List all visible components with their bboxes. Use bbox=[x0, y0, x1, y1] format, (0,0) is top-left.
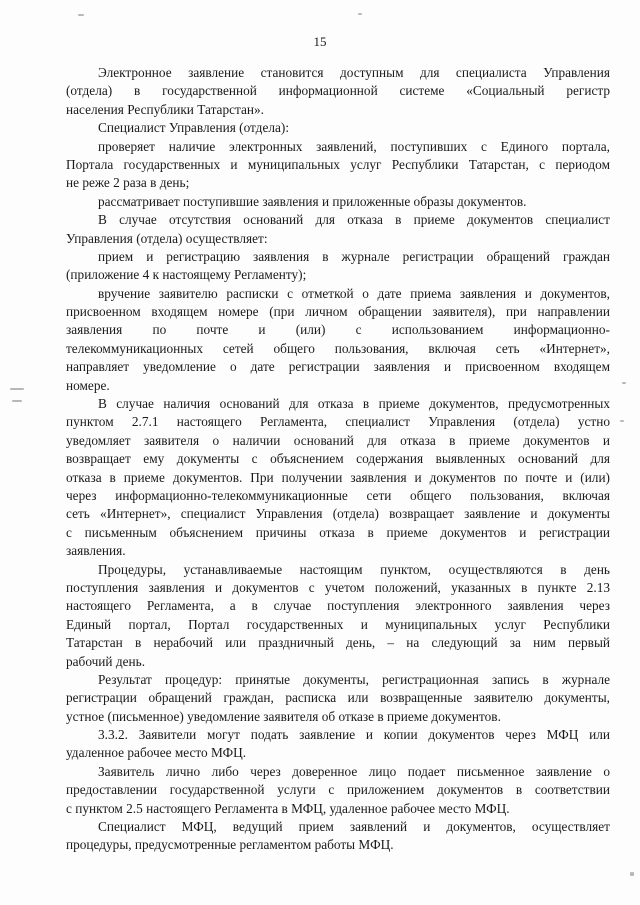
scan-artifact bbox=[10, 388, 24, 390]
text-line: рабочий день. bbox=[66, 653, 146, 669]
text-line: регистрации обращений граждан, расписка или возвращенные заявителю документы, bbox=[66, 690, 610, 706]
text-line: Специалист Управления (отдела): bbox=[98, 120, 290, 136]
text-line: проверяет наличие электронных заявлений, поступивших с Единого портала, bbox=[98, 138, 610, 154]
text-line: возвращает ему документы с объяснением содержания выявленных оснований для bbox=[66, 451, 610, 467]
page-number: 15 bbox=[313, 34, 327, 49]
text-line: настоящего Регламента, а в случае поступления электронного заявления через bbox=[66, 598, 610, 614]
scan-artifact bbox=[630, 872, 634, 876]
text-line: населения Республики Татарстан». bbox=[66, 101, 264, 117]
text-line: отказа в приеме документов. При получении заявления и документов по почте и (или) bbox=[66, 469, 610, 485]
paragraph bbox=[66, 395, 610, 561]
text-line: Электронное заявление становится доступным для специалиста Управления bbox=[98, 65, 610, 80]
text-line: через информационно-телекоммуникационные сети общего пользования, включая bbox=[66, 487, 610, 503]
text-line: направляет уведомление о дате регистрации заявления и присвоенном входящем bbox=[66, 359, 610, 375]
text-line: с письменным объяснением причины отказа в приеме документов и регистрации bbox=[66, 524, 610, 540]
paragraph bbox=[66, 561, 610, 671]
paragraph bbox=[66, 726, 610, 763]
text-line: заявления. bbox=[66, 543, 126, 559]
text-line: (отдела) в государственной информационной системе «Социальный регистр bbox=[66, 83, 610, 99]
text-line: сеть «Интернет», специалист Управления (отдела) возвращает заявление и документы bbox=[66, 506, 610, 522]
text-line: вручение заявителю расписки с отметкой о дате приема заявления и документов, bbox=[98, 285, 610, 301]
text-line: 3.3.2. Заявители могут подать заявление и копии документов через МФЦ или bbox=[98, 727, 610, 743]
scan-artifact bbox=[358, 13, 362, 15]
paragraph bbox=[66, 818, 610, 855]
paragraph bbox=[66, 138, 610, 193]
text-line: предоставлении государственной услуги с приложением документов в соответствии bbox=[66, 782, 610, 798]
text-line: В случае отсутствия оснований для отказа в приеме документов специалист bbox=[98, 212, 610, 228]
text-line: не реже 2 раза в день; bbox=[66, 175, 190, 191]
scan-artifact bbox=[78, 14, 84, 16]
paragraph bbox=[66, 64, 610, 119]
text-line: номере. bbox=[66, 377, 110, 393]
text-line: Заявитель лично либо через доверенное лицо подает письменное заявление о bbox=[98, 763, 610, 779]
text-line: поступления заявления и документов с учетом положений, указанных в пункте 2.13 bbox=[66, 579, 610, 595]
paragraph bbox=[66, 763, 610, 818]
text-line: присвоенном входящем номере (при личном обращении заявителя), при направлении bbox=[66, 304, 610, 320]
scan-artifact bbox=[620, 420, 624, 422]
paragraph bbox=[66, 211, 610, 248]
text-line: Результат процедур: принятые документы, регистрационная запись в журнале bbox=[98, 671, 610, 687]
scan-artifact bbox=[622, 382, 626, 384]
paragraph bbox=[66, 285, 610, 395]
text-line: Единый портал, Портал государственных и муниципальных услуг Республики bbox=[66, 616, 610, 632]
paragraph bbox=[66, 119, 610, 137]
text-line: рассматривает поступившие заявления и приложенные образы документов. bbox=[98, 193, 527, 209]
text-line: устное (письменное) уведомление заявителя об отказе в приеме документов. bbox=[66, 708, 501, 724]
text-line: с пунктом 2.5 настоящего Регламента в МФЦ, удаленное рабочее место МФЦ. bbox=[66, 800, 510, 816]
text-line: Татарстан в нерабочий или праздничный день, – на следующий за ним первый bbox=[66, 635, 610, 651]
text-line: Специалист МФЦ, ведущий прием заявлений и документов, осуществляет bbox=[98, 819, 610, 835]
text-line: Портала государственных и муниципальных услуг Республики Татарстан, с периодом bbox=[66, 156, 610, 172]
scan-artifact bbox=[12, 400, 22, 402]
document-body bbox=[66, 64, 610, 855]
text-line: пунктом 2.7.1 настоящего Регламента, специалист Управления (отдела) устно bbox=[66, 414, 610, 430]
text-line: В случае наличия оснований для отказа в приеме документов, предусмотренных bbox=[98, 396, 610, 412]
text-line: телекоммуникационных сетей общего пользования, включая сеть «Интернет», bbox=[66, 340, 610, 356]
text-line: заявления по почте и (или) с использованием информационно- bbox=[66, 322, 610, 338]
text-line: уведомляет заявителя о наличии оснований для отказа в приеме документов и bbox=[66, 432, 610, 448]
text-line: удаленное рабочее место МФЦ. bbox=[66, 745, 247, 761]
text-line: (приложение 4 к настоящему Регламенту); bbox=[66, 267, 307, 283]
paragraph bbox=[66, 193, 610, 211]
text-line: прием и регистрацию заявления в журнале регистрации обращений граждан bbox=[98, 248, 610, 264]
text-line: процедуры, предусмотренные регламентом работы МФЦ. bbox=[66, 837, 394, 853]
paragraph bbox=[66, 248, 610, 285]
text-line: Управления (отдела) осуществляет: bbox=[66, 230, 268, 246]
paragraph bbox=[66, 671, 610, 726]
text-line: Процедуры, устанавливаемые настоящим пунктом, осуществляются в день bbox=[98, 561, 610, 577]
